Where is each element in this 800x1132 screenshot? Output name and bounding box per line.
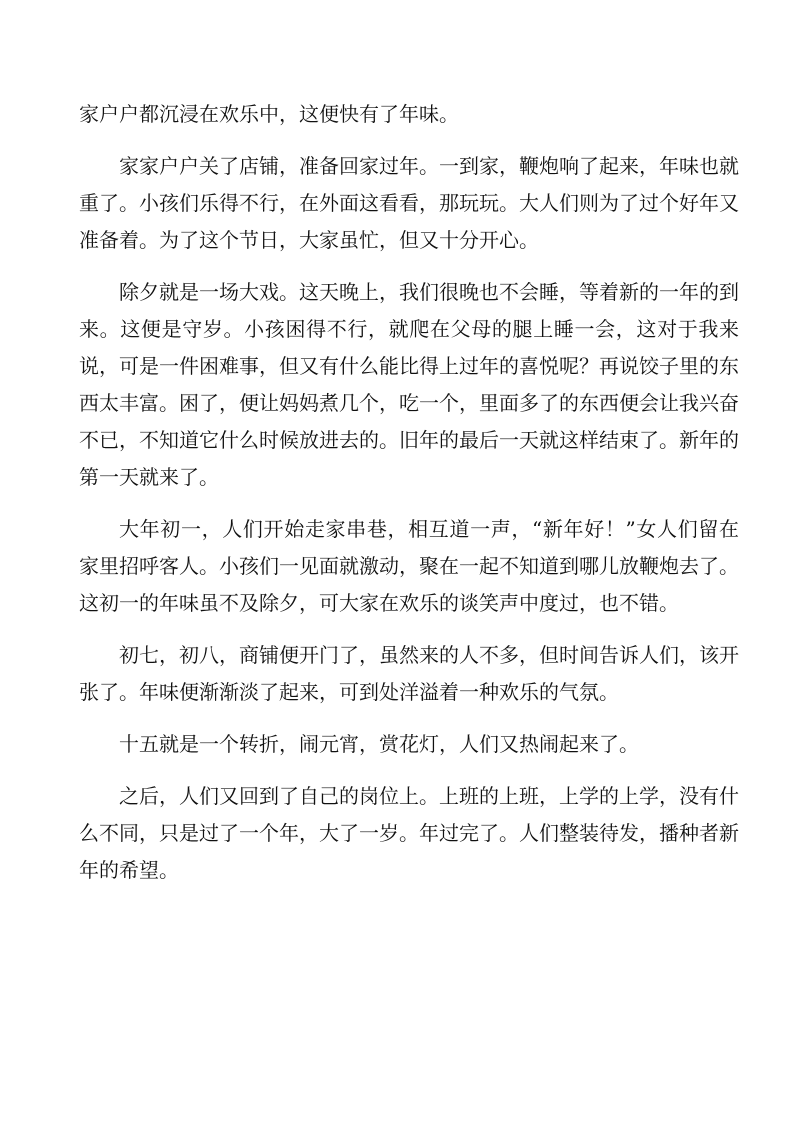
- paragraph-2: 家家户户关了店铺，准备回家过年。一到家，鞭炮响了起来，年味也就重了。小孩们乐得不行，在外面这看看，那玩玩。大人们则为了过个好年又准备着。为了这个节日，大家虽忙，但又十分开心。: [79, 154, 739, 252]
- paragraph-1: 家户户都沉浸在欢乐中，这便快有了年味。: [79, 102, 459, 126]
- paragraph-7: 之后，人们又回到了自己的岗位上。上班的上班，上学的上学，没有什么不同，只是过了一个年，大了一岁。年过完了。人们整装待发，播种者新年的希望。: [79, 784, 739, 882]
- paragraph-5: 初七，初八，商铺便开门了，虽然来的人不多，但时间告诉人们，该开张了。年味便渐渐淡了起来，可到处洋溢着一种欢乐的气氛。: [79, 643, 739, 704]
- paragraph-3: 除夕就是一场大戏。这天晚上，我们很晚也不会睡，等着新的一年的到来。这便是守岁。小孩困得不行，就爬在父母的腿上睡一会，这对于我来说，可是一件困难事，但又有什么能比得上过年的喜悦呢？再说饺子里的东西太丰富。困了，便让妈妈煮几个，吃一个，里面多了的东西便会让我兴奋不已，不知道它什么时候放进去的。旧年的最后一天就这样结束了。新年的第一天就来了。: [79, 280, 739, 489]
- paragraph-6: 十五就是一个转折，闹元宵，赏花灯，人们又热闹起来了。: [119, 732, 639, 756]
- paragraph-4: 大年初一，人们开始走家串巷，相互道一声，“新年好！”女人们留在家里招呼客人。小孩们一见面就激动，聚在一起不知道到哪儿放鞭炮去了。这初一的年味虽不及除夕，可大家在欢乐的谈笑声中度过，也不错。: [79, 517, 739, 615]
- document-body: [79, 96, 739, 904]
